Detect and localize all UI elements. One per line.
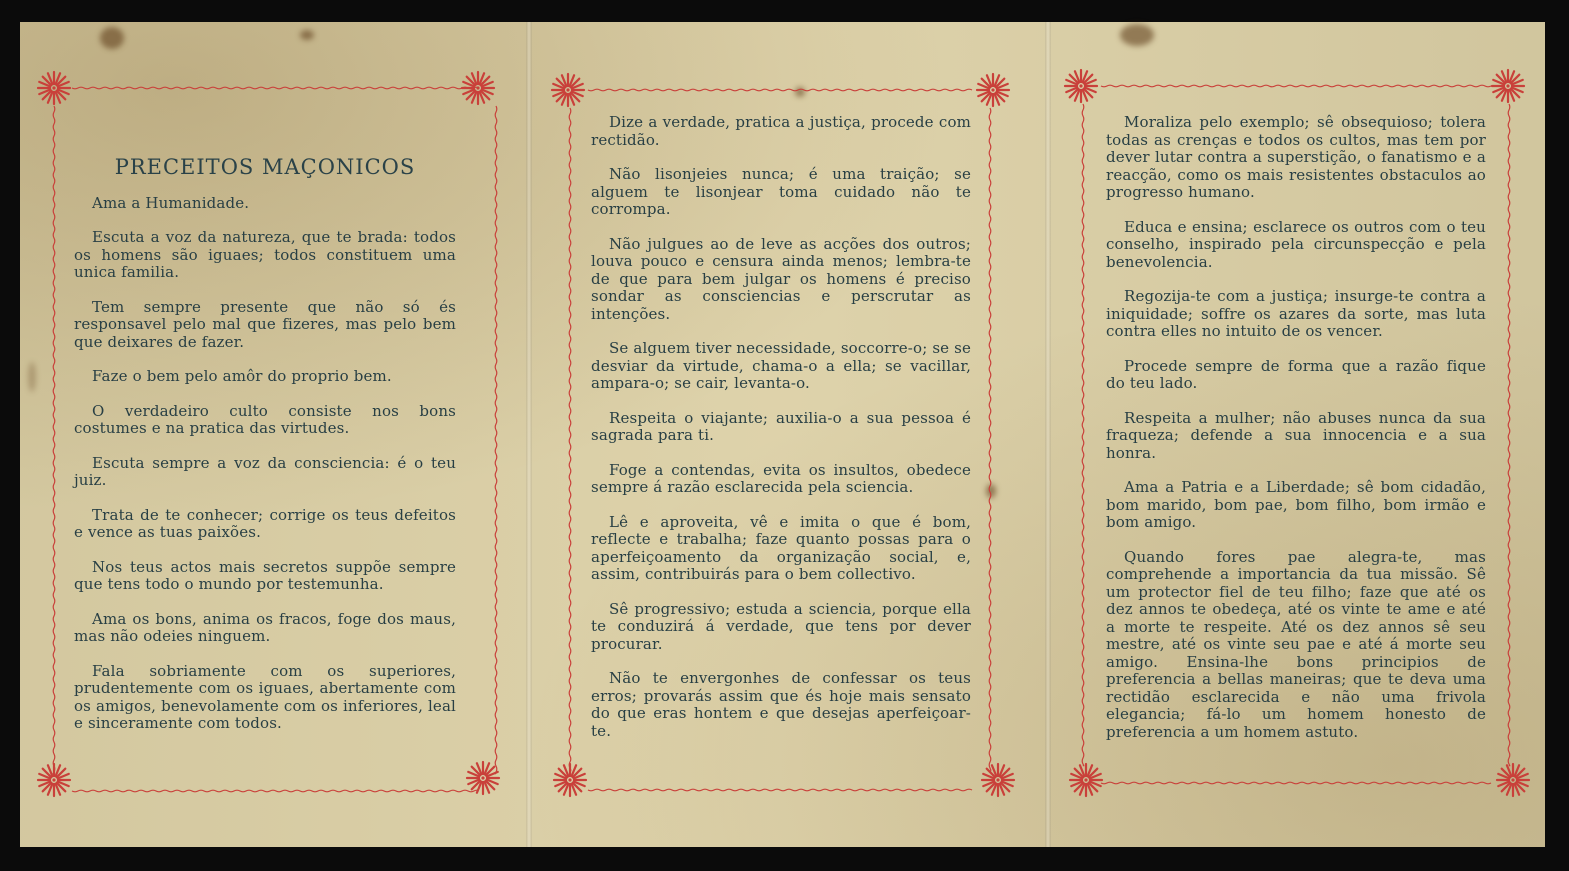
precept-paragraph: Sê progressivo; estuda a sciencia, porque ella te conduzirá á verdade, que tens por dever procurar. <box>591 599 971 653</box>
rosette-icon <box>552 762 588 798</box>
stain <box>28 362 36 392</box>
panel-right-text <box>1106 114 1486 758</box>
stain <box>300 30 314 40</box>
precept-paragraph: Regozija-te com a justiça; insurge-te contra a iniquidade; soffre os azares da sorte, mas luta contra elles no intuito de os vencer. <box>1106 287 1486 340</box>
stain <box>100 27 124 49</box>
precept-paragraph: Respeita o viajante; auxilia-o a sua pessoa é sagrada para ti. <box>591 408 971 444</box>
rosette-icon <box>36 762 72 798</box>
precept-paragraph: Não te envergonhes de confessar os teus erros; provarás assim que és hoje mais sensato do que eras hontem e que desejas aperfeiçoar-te. <box>591 669 971 740</box>
precept-paragraph: Respeita a mulher; não abuses nunca da sua fraqueza; defende a sua innocencia e a sua honra. <box>1106 408 1486 462</box>
precept-paragraph: Faze o bem pelo amôr do proprio bem. <box>92 367 392 385</box>
stain <box>1120 24 1154 46</box>
precept-paragraph: Foge a contendas, evita os insultos, obedece sempre á razão esclarecida pela sciencia. <box>591 460 971 496</box>
precept-paragraph: Lê e aproveita, vê e imita o que é bom, reflecte e trabalha; faze quanto possas para o aperfeiçoamento da organização social, e, assim, contribuirás para o bem collectivo. <box>591 512 971 583</box>
panel-middle-text <box>591 114 971 757</box>
rosette-icon <box>975 72 1011 108</box>
rosette-icon <box>1063 68 1099 104</box>
precept-paragraph: Educa e ensina; esclarece os outros com o teu conselho, inspirado pela circunspecção e pela benevolencia. <box>1106 217 1486 271</box>
precept-paragraph: Se alguem tiver necessidade, soccorre-o; se se desviar da virtude, chama-o a ella; se vacillar, ampara-o; se cair, levanta-o. <box>591 339 971 392</box>
precept-paragraph: Ama a Humanidade. <box>92 193 250 212</box>
leaflet-sheet <box>20 22 1545 847</box>
rosette-icon <box>550 72 586 108</box>
rosette-icon <box>1490 68 1526 104</box>
leaflet-title: PRECEITOS MAÇONICOS <box>114 155 416 179</box>
precept-paragraph: Quando fores pae alegra-te, mas comprehende a importancia da tua missão. Sê um protector fiel de teu filho; faze que até os dez annos te obedeça, até os vinte te ame e até a morte te respeite. Até os dez annos sê seu mestre, até os vinte seu pae e até á morte seu amigo. Ensina-lhe bons principios de preferencia a bellas maneiras; que te deva uma rectidão esclarecida e não uma frivola elegancia; fá-lo um homem honesto de preferencia a um homem astuto. <box>1106 547 1486 741</box>
precept-paragraph: Nos teus actos mais secretos suppõe sempre que tens todo o mundo por testemunha. <box>74 557 456 593</box>
rosette-icon <box>36 70 72 106</box>
precept-paragraph: Moraliza pelo exemplo; sê obsequioso; tolera todas as crenças e todos os cultos, mas tem por dever lutar contra a superstição, o fanatismo e a reacção, como os mais resistentes obstaculos ao progresso humano. <box>1106 113 1486 201</box>
panel-left-text <box>74 155 456 750</box>
precept-paragraph: Trata de te conhecer; corrige os teus defeitos e vence as tuas paixões. <box>74 505 456 541</box>
fold-line-right <box>1045 22 1051 847</box>
rosette-icon <box>1495 762 1531 798</box>
precept-paragraph: Escuta a voz da natureza, que te brada: todos os homens são iguaes; todos constituem uma unica familia. <box>74 228 456 281</box>
precept-paragraph: O verdadeiro culto consiste nos bons costumes e na pratica das virtudes. <box>74 401 456 437</box>
precept-paragraph: Tem sempre presente que não só és responsavel pelo mal que fizeres, mas pelo bem que deixares de fazer. <box>74 297 456 351</box>
precept-paragraph: Não julgues ao de leve as acções dos outros; louva pouco e censura ainda menos; lembra-te de que para bem julgar os homens é preciso sondar as consciencias e perscrutar as intenções. <box>591 234 971 323</box>
rosette-icon <box>980 762 1016 798</box>
precept-paragraph: Escuta sempre a voz da consciencia: é o teu juiz. <box>74 453 456 489</box>
precept-paragraph: Fala sobriamente com os superiores, prudentemente com os iguaes, abertamente com os amigos, benevolamente com os inferiores, leal e sinceramente com todos. <box>74 661 456 732</box>
rosette-icon <box>1068 762 1104 798</box>
precept-paragraph: Dize a verdade, pratica a justiça, procede com rectidão. <box>591 113 971 149</box>
rosette-icon <box>465 760 501 796</box>
precept-paragraph: Ama os bons, anima os fracos, foge dos maus, mas não odeies ninguem. <box>74 609 456 645</box>
precept-paragraph: Não lisonjeies nunca; é uma traição; se alguem te lisonjear toma cuidado não te corrompa. <box>591 165 971 218</box>
precept-paragraph: Ama a Patria e a Liberdade; sê bom cidadão, bom marido, bom pae, bom filho, bom irmão e bom amigo. <box>1106 478 1486 531</box>
precept-paragraph: Procede sempre de forma que a razão fique do teu lado. <box>1106 356 1486 392</box>
rosette-icon <box>460 70 496 106</box>
fold-line-left <box>526 22 532 847</box>
